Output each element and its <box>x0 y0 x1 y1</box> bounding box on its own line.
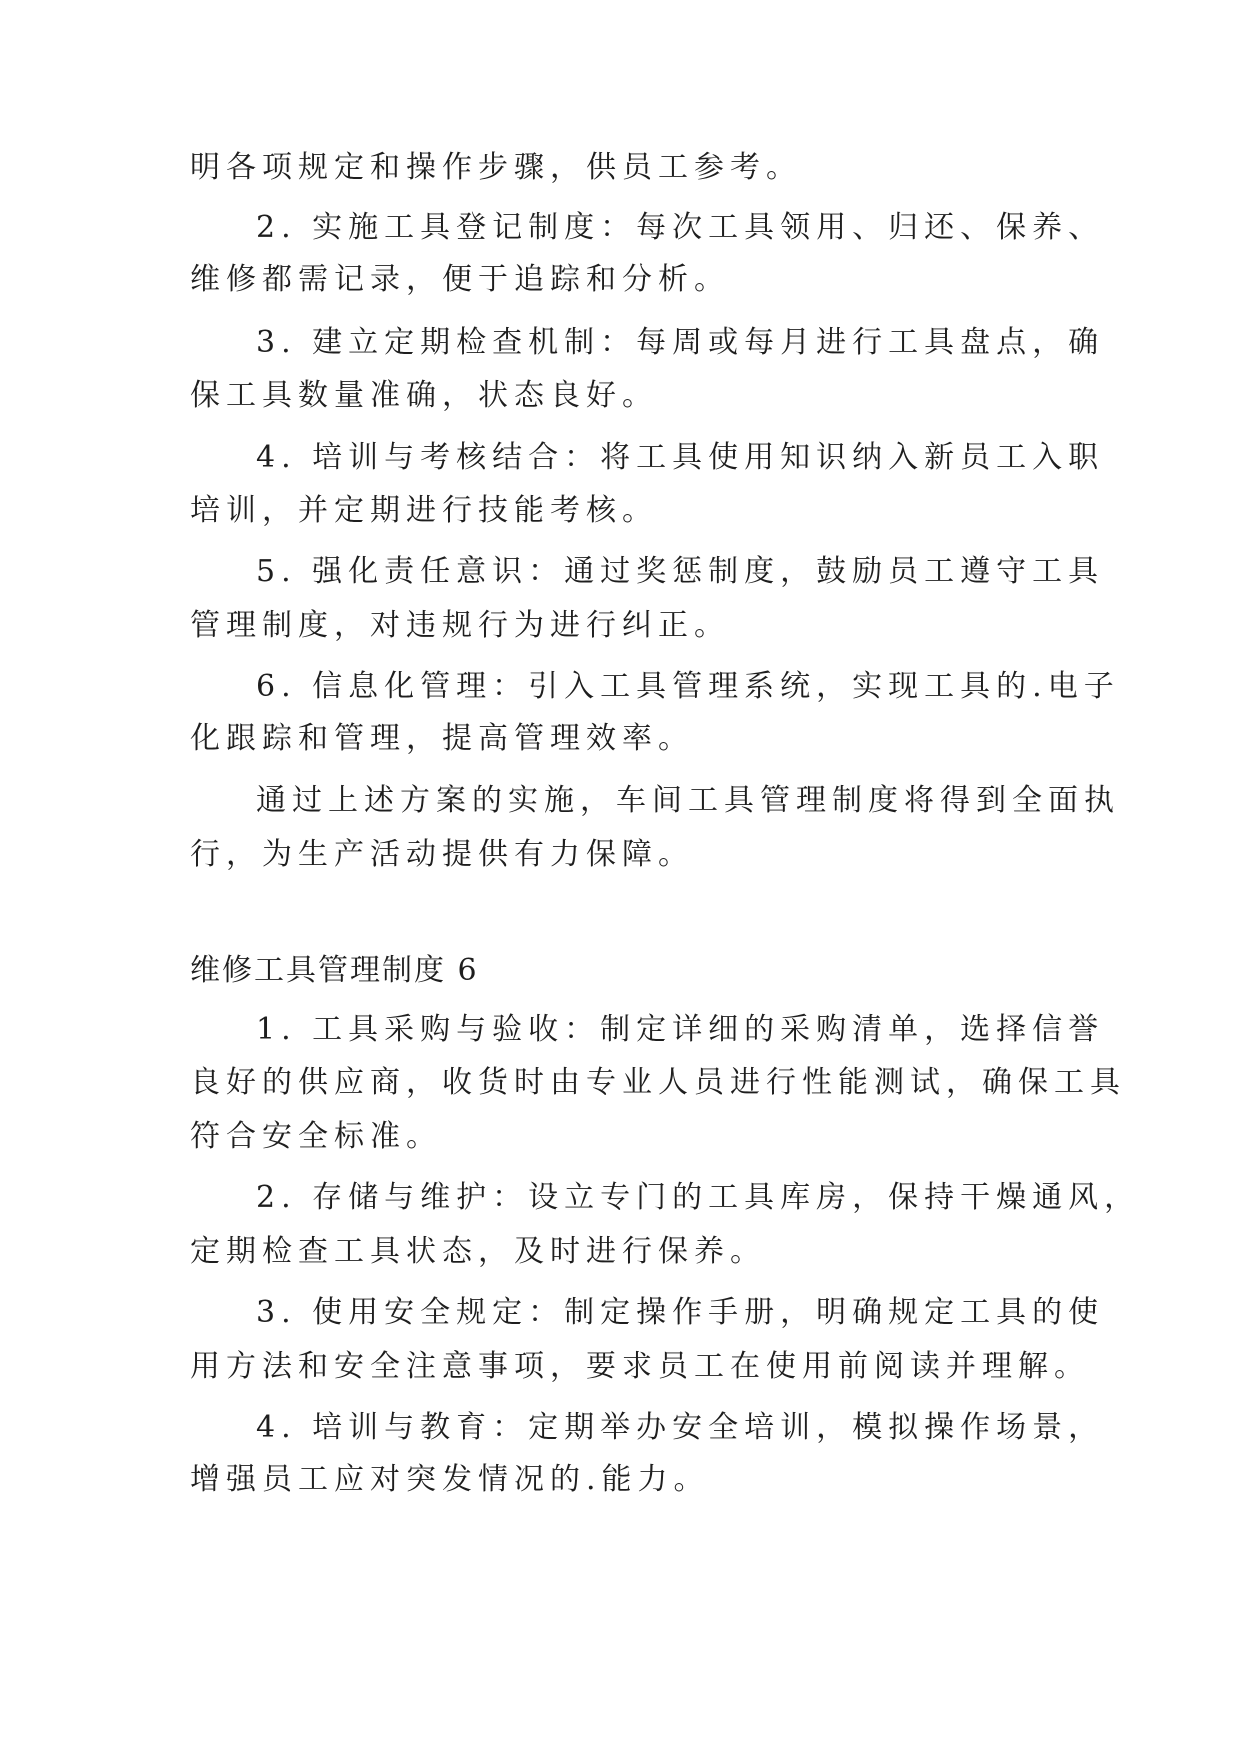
text-line: 符合安全标准。 <box>190 1119 442 1154</box>
text-line: 定期检查工具状态，及时进行保养。 <box>190 1234 766 1269</box>
section-title: 维修工具管理制度 6 <box>190 953 479 988</box>
list-item-text: 3. 建立定期检查机制：每周或每月进行工具盘点，确 <box>256 325 1105 360</box>
text-line: 明各项规定和操作步骤，供员工参考。 <box>190 150 802 185</box>
list-item-text: 4. 培训与考核结合：将工具使用知识纳入新员工入职 <box>256 440 1105 475</box>
text-line: 用方法和安全注意事项，要求员工在使用前阅读并理解。 <box>190 1349 1090 1384</box>
text-line: 行，为生产活动提供有力保障。 <box>190 837 694 872</box>
paragraph-text: 通过上述方案的实施，车间工具管理制度将得到全面执 <box>256 783 1120 818</box>
list-item-text: 4. 培训与教育：定期举办安全培训，模拟操作场景， <box>256 1410 1105 1445</box>
text-line: 维修都需记录，便于追踪和分析。 <box>190 262 730 297</box>
text-line: 保工具数量准确，状态良好。 <box>190 378 658 413</box>
list-item-text: 2. 存储与维护：设立专门的工具库房，保持干燥通风， <box>256 1180 1141 1215</box>
list-item-text: 5. 强化责任意识：通过奖惩制度，鼓励员工遵守工具 <box>256 554 1105 589</box>
list-item-text: 2. 实施工具登记制度：每次工具领用、归还、保养、 <box>256 210 1105 245</box>
list-item-text: 6. 信息化管理：引入工具管理系统，实现工具的.电子 <box>256 669 1120 704</box>
text-line: 增强员工应对突发情况的.能力。 <box>190 1462 710 1497</box>
list-item-text: 3. 使用安全规定：制定操作手册，明确规定工具的使 <box>256 1295 1105 1330</box>
list-item-text: 1. 工具采购与验收：制定详细的采购清单，选择信誉 <box>256 1012 1105 1047</box>
text-line: 化跟踪和管理，提高管理效率。 <box>190 721 694 756</box>
text-line: 培训，并定期进行技能考核。 <box>190 493 658 528</box>
text-line: 良好的供应商，收货时由专业人员进行性能测试，确保工具 <box>190 1065 1126 1100</box>
text-line: 管理制度，对违规行为进行纠正。 <box>190 608 730 643</box>
